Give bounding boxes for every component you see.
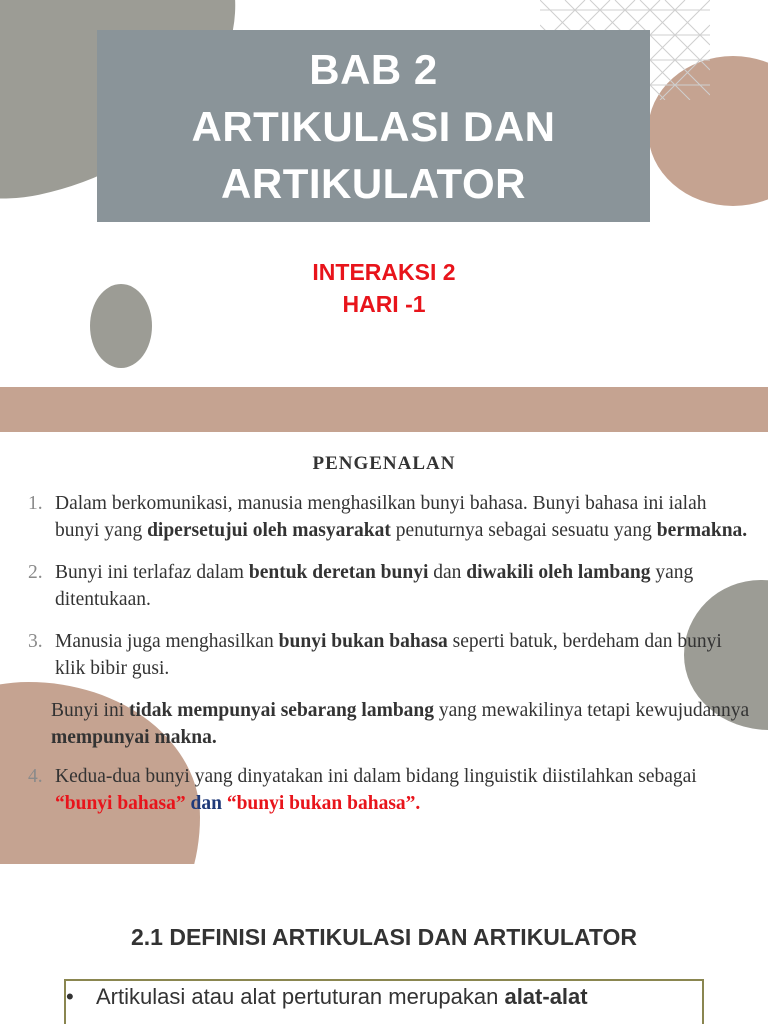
subtitle-line: INTERAKSI 2 xyxy=(312,259,456,285)
list-item xyxy=(28,763,753,817)
subtitle xyxy=(234,256,534,320)
title-slide xyxy=(0,0,768,387)
list-text: Kedua-dua bunyi yang dinyatakan ini dalam bidang linguistik diistilahkan sebagai “bunyi bahasa” dan “bunyi bukan bahasa”. xyxy=(55,766,697,814)
list-text: Dalam berkomunikasi, manusia menghasilkan bunyi bahasa. Bunyi bahasa ini ialah bunyi yang dipersetujui oleh masyarakat penuturnya sebagai sesuatu yang bermakna. xyxy=(55,493,748,541)
numbered-list xyxy=(28,490,753,817)
intro-slide xyxy=(0,432,768,864)
bullet-item xyxy=(66,983,588,1011)
bullet-text: Artikulasi atau alat pertuturan merupakan xyxy=(96,984,505,1009)
title-line: BAB 2 xyxy=(309,45,438,93)
note-paragraph: Bunyi ini tidak mempunyai sebarang lambang yang mewakilinya tetapi kewujudannya mempunyai makna. xyxy=(51,700,750,748)
title-box xyxy=(97,30,650,222)
bullet-bold-text: alat-alat xyxy=(504,984,588,1009)
list-number: 1. xyxy=(28,493,43,514)
definition-slide xyxy=(0,864,768,1024)
subtitle-line: HARI -1 xyxy=(342,291,426,317)
decorative-oval-grey xyxy=(90,284,152,368)
list-item xyxy=(28,490,753,544)
list-item xyxy=(28,559,753,613)
list-text: Bunyi ini terlafaz dalam bentuk deretan bunyi dan diwakili oleh lambang yang ditentukaan. xyxy=(55,562,694,610)
bullet-icon: • xyxy=(66,984,74,1009)
section-heading: 2.1 DEFINISI ARTIKULASI DAN ARTIKULATOR xyxy=(130,924,637,950)
title-line: ARTIKULATOR xyxy=(221,159,526,207)
slide-separator xyxy=(0,387,768,432)
list-item xyxy=(28,628,753,682)
title-line: ARTIKULASI DAN xyxy=(191,102,556,150)
section-heading: PENGENALAN xyxy=(312,453,456,474)
list-number: 2. xyxy=(28,562,43,583)
list-number: 3. xyxy=(28,631,43,652)
list-number: 4. xyxy=(28,766,43,787)
list-text: Manusia juga menghasilkan bunyi bukan bahasa seperti batuk, berdeham dan bunyi klik bibir gusi. xyxy=(55,631,722,679)
